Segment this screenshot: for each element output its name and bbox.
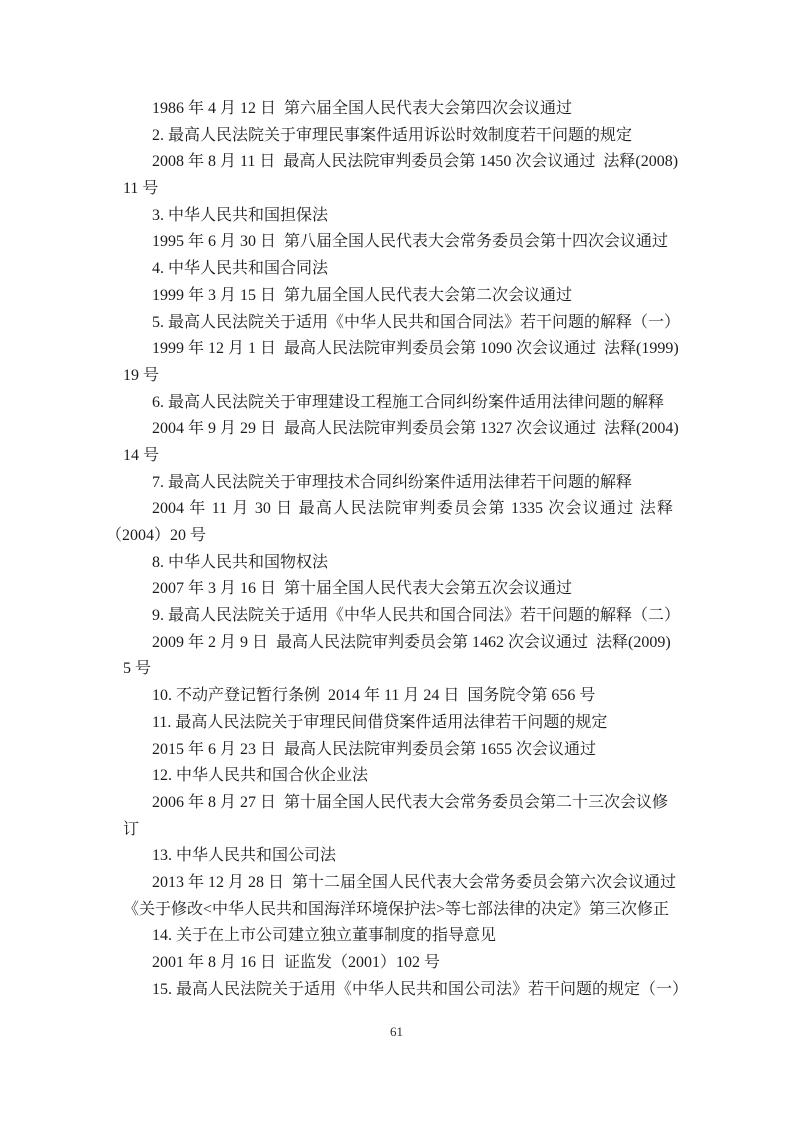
text-line: 8. 中华人民共和国物权法 — [152, 553, 329, 571]
text-line: 4. 中华人民共和国合同法 — [152, 260, 329, 278]
text-line: 5. 最高人民法院关于适用《中华人民共和国合同法》若干问题的解释（一） — [152, 313, 681, 331]
text-line: 6. 最高人民法院关于审理建设工程施工合同纠纷案件适用法律问题的解释 — [152, 393, 665, 411]
document-text-body — [106, 96, 689, 1003]
text-line: 2008 年 8 月 11 日 最高人民法院审判委员会第 1450 次会议通过 法释(2008) — [152, 153, 679, 171]
text-line: 3. 中华人民共和国担保法 — [152, 206, 329, 224]
text-line: 2015 年 6 月 23 日 最高人民法院审判委员会第 1655 次会议通过 — [152, 740, 597, 758]
text-line: 10. 不动产登记暂行条例 2014 年 11 月 24 日 国务院令第 656 号 — [152, 687, 596, 705]
text-line: 5 号 — [123, 660, 152, 678]
text-line: 19 号 — [123, 366, 160, 384]
text-line: （2004）20 号 — [106, 527, 207, 544]
page-number: 61 — [390, 1024, 403, 1039]
text-line: 2007 年 3 月 16 日 第十届全国人民代表大会第五次会议通过 — [152, 580, 573, 598]
text-line: 《关于修改<中华人民共和国海洋环境保护法>等七部法律的决定》第三次修正 — [123, 900, 670, 918]
text-line: 2. 最高人民法院关于审理民事案件适用诉讼时效制度若干问题的规定 — [152, 126, 633, 144]
text-line: 2004 年 9 月 29 日 最高人民法院审判委员会第 1327 次会议通过 法释(2004) — [152, 420, 679, 438]
text-line: 2009 年 2 月 9 日 最高人民法院审判委员会第 1462 次会议通过 法释(2009) — [152, 633, 671, 651]
text-line: 1999 年 3 月 15 日 第九届全国人民代表大会第二次会议通过 — [152, 286, 573, 304]
text-line: 14. 关于在上市公司建立独立董事制度的指导意见 — [152, 927, 497, 945]
text-line: 订 — [123, 820, 140, 838]
text-line: 1999 年 12 月 1 日 最高人民法院审判委员会第 1090 次会议通过 法释(1999) — [152, 340, 679, 358]
text-line: 15. 最高人民法院关于适用《中华人民共和国公司法》若干问题的规定（一） — [152, 980, 689, 998]
text-line: 7. 最高人民法院关于审理技术合同纠纷案件适用法律若干问题的解释 — [152, 473, 633, 491]
text-line: 14 号 — [123, 446, 160, 464]
text-line: 9. 最高人民法院关于适用《中华人民共和国合同法》若干问题的解释（二） — [152, 607, 681, 625]
text-line: 1995 年 6 月 30 日 第八届全国人民代表大会常务委员会第十四次会议通过 — [152, 233, 669, 251]
text-line: 2004 年 11 月 30 日 最高人民法院审判委员会第 1335 次会议通过 法释 — [152, 500, 673, 518]
text-line: 11 号 — [123, 180, 159, 198]
text-line: 12. 中华人民共和国合伙企业法 — [152, 767, 369, 785]
text-line: 2013 年 12 月 28 日 第十二届全国人民代表大会常务委员会第六次会议通过 — [152, 873, 677, 891]
text-line: 2001 年 8 月 16 日 证监发（2001）102 号 — [152, 954, 441, 971]
text-line: 13. 中华人民共和国公司法 — [152, 847, 337, 865]
text-line: 2006 年 8 月 27 日 第十届全国人民代表大会常务委员会第二十三次会议修 — [152, 793, 669, 811]
text-line: 1986 年 4 月 12 日 第六届全国人民代表大会第四次会议通过 — [152, 100, 573, 117]
text-line: 11. 最高人民法院关于审理民间借贷案件适用法律若干问题的规定 — [152, 713, 608, 731]
